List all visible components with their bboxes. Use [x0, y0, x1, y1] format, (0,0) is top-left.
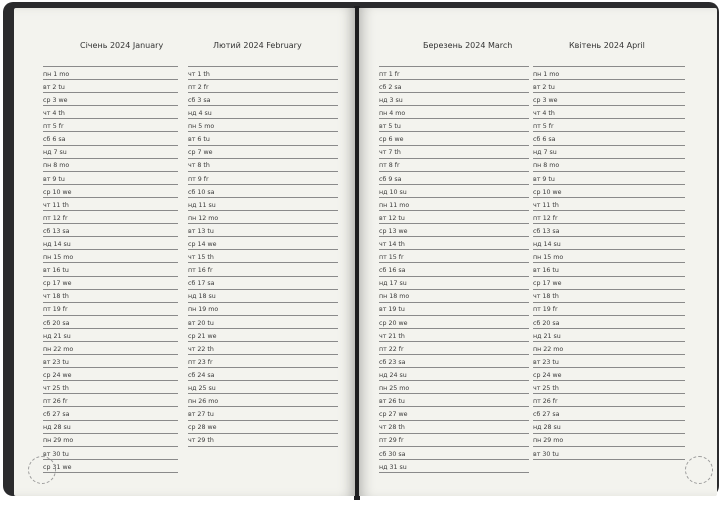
day-label: ср 20 we — [379, 319, 408, 327]
day-row — [43, 80, 178, 93]
day-label: вт 6 tu — [188, 136, 210, 144]
day-row — [188, 263, 338, 276]
day-label: нд 10 su — [379, 188, 407, 196]
day-row — [43, 250, 178, 263]
day-row — [43, 172, 178, 185]
day-label: пт 12 fr — [533, 214, 558, 222]
day-row — [188, 185, 338, 198]
day-label: нд 28 su — [43, 424, 71, 432]
day-label: ср 17 we — [43, 280, 72, 288]
day-row — [379, 211, 529, 224]
day-label: сб 3 sa — [188, 96, 211, 104]
day-label: пт 26 fr — [533, 398, 558, 406]
day-row — [188, 342, 338, 355]
day-label: чт 1 th — [188, 70, 210, 78]
day-row — [379, 407, 529, 420]
day-row — [533, 67, 685, 80]
day-row — [188, 368, 338, 381]
day-label: пт 8 fr — [379, 162, 400, 170]
day-row — [379, 159, 529, 172]
day-label: пт 9 fr — [188, 175, 209, 183]
day-row — [533, 159, 685, 172]
day-label: сб 10 sa — [188, 188, 215, 196]
day-label: сб 20 sa — [43, 319, 70, 327]
day-row — [379, 119, 529, 132]
day-label: пт 5 fr — [43, 123, 64, 131]
day-row — [188, 159, 338, 172]
left-page — [14, 8, 355, 496]
day-row — [43, 263, 178, 276]
day-label: ср 3 we — [43, 96, 68, 104]
day-row — [43, 185, 178, 198]
day-label: сб 20 sa — [533, 319, 560, 327]
day-label: пн 12 mo — [188, 214, 219, 222]
day-row — [188, 146, 338, 159]
day-label: нд 11 su — [188, 201, 216, 209]
day-row — [188, 119, 338, 132]
day-row — [43, 368, 178, 381]
day-label: пт 12 fr — [43, 214, 68, 222]
day-label: ср 13 we — [379, 227, 408, 235]
day-label: сб 23 sa — [379, 358, 406, 366]
day-row — [533, 146, 685, 159]
day-label: вт 27 tu — [188, 411, 214, 419]
day-row — [43, 290, 178, 303]
day-row — [43, 407, 178, 420]
day-label: пн 1 mo — [43, 70, 70, 78]
april-header: Квітень 2024 April — [569, 41, 645, 50]
day-row — [379, 381, 529, 394]
day-label: чт 18 th — [43, 293, 69, 301]
day-label: чт 22 th — [188, 345, 214, 353]
day-row — [43, 93, 178, 106]
day-row — [533, 198, 685, 211]
day-label: чт 7 th — [379, 149, 401, 157]
day-label: ср 10 we — [43, 188, 72, 196]
day-row — [188, 394, 338, 407]
day-label: сб 6 sa — [43, 136, 66, 144]
day-label: чт 8 th — [188, 162, 210, 170]
day-row — [188, 237, 338, 250]
day-row — [379, 93, 529, 106]
day-row — [188, 434, 338, 447]
day-row — [379, 277, 529, 290]
day-label: вт 2 tu — [43, 83, 65, 91]
january-day-list — [43, 66, 178, 473]
day-row — [533, 185, 685, 198]
day-row — [188, 250, 338, 263]
day-row — [379, 434, 529, 447]
day-label: пт 23 fr — [188, 358, 213, 366]
day-row — [43, 355, 178, 368]
day-row — [379, 185, 529, 198]
day-label: нд 7 su — [533, 149, 557, 157]
day-label: вт 9 tu — [533, 175, 555, 183]
day-label: пт 5 fr — [533, 123, 554, 131]
day-label: ср 3 we — [533, 96, 558, 104]
day-label: сб 27 sa — [43, 411, 70, 419]
day-row — [188, 381, 338, 394]
day-label: сб 6 sa — [533, 136, 556, 144]
day-row — [379, 146, 529, 159]
day-row — [533, 250, 685, 263]
day-row — [188, 67, 338, 80]
day-row — [188, 198, 338, 211]
day-row — [188, 132, 338, 145]
day-label: нд 14 su — [533, 241, 561, 249]
day-label: сб 9 sa — [379, 175, 402, 183]
day-label: вт 26 tu — [379, 398, 405, 406]
day-row — [188, 211, 338, 224]
day-label: сб 16 sa — [379, 267, 406, 275]
day-row — [188, 224, 338, 237]
day-label: нд 25 su — [188, 385, 216, 393]
day-row — [43, 198, 178, 211]
day-label: пт 19 fr — [533, 306, 558, 314]
day-row — [188, 277, 338, 290]
day-row — [188, 303, 338, 316]
day-row — [533, 80, 685, 93]
day-row — [533, 342, 685, 355]
day-label: нд 17 su — [379, 280, 407, 288]
day-label: вт 20 tu — [188, 319, 214, 327]
march-header: Березень 2024 March — [423, 41, 513, 50]
right-page — [359, 8, 717, 496]
day-row — [188, 407, 338, 420]
day-row — [379, 342, 529, 355]
day-label: ср 7 we — [188, 149, 213, 157]
day-row — [379, 394, 529, 407]
day-row — [43, 211, 178, 224]
day-row — [43, 381, 178, 394]
day-row — [533, 290, 685, 303]
day-row — [379, 290, 529, 303]
january-header: Січень 2024 January — [80, 41, 164, 50]
day-label: ср 28 we — [188, 424, 217, 432]
day-label: ср 24 we — [43, 371, 72, 379]
day-label: ср 10 we — [533, 188, 562, 196]
day-label: вт 16 tu — [43, 267, 69, 275]
day-label: пн 29 mo — [533, 437, 564, 445]
day-row — [379, 224, 529, 237]
day-label: сб 24 sa — [188, 371, 215, 379]
day-label: пн 1 mo — [533, 70, 560, 78]
february-day-list — [188, 66, 338, 447]
day-label: пн 8 mo — [533, 162, 560, 170]
day-label: нд 4 su — [188, 110, 212, 118]
day-row — [379, 237, 529, 250]
day-label: пт 15 fr — [379, 254, 404, 262]
day-label: пн 19 mo — [188, 306, 219, 314]
day-row — [533, 211, 685, 224]
day-row — [43, 224, 178, 237]
day-row — [188, 355, 338, 368]
day-row — [379, 368, 529, 381]
day-label: чт 4 th — [533, 110, 555, 118]
day-row — [188, 172, 338, 185]
day-row — [43, 303, 178, 316]
day-label: пн 15 mo — [43, 254, 74, 262]
day-label: вт 2 tu — [533, 83, 555, 91]
day-row — [43, 106, 178, 119]
day-row — [188, 290, 338, 303]
day-row — [379, 355, 529, 368]
day-row — [43, 277, 178, 290]
day-row — [533, 132, 685, 145]
day-label: чт 15 th — [188, 254, 214, 262]
day-label: вт 13 tu — [188, 227, 214, 235]
day-row — [533, 263, 685, 276]
day-label: пн 25 mo — [379, 385, 410, 393]
day-row — [43, 460, 178, 473]
day-row — [533, 447, 685, 460]
day-label: чт 4 th — [43, 110, 65, 118]
day-label: пн 11 mo — [379, 201, 410, 209]
day-label: пн 4 mo — [379, 110, 406, 118]
day-label: чт 25 th — [533, 385, 559, 393]
day-label: вт 12 tu — [379, 214, 405, 222]
day-row — [533, 93, 685, 106]
day-label: вт 19 tu — [379, 306, 405, 314]
day-label: ср 21 we — [188, 332, 217, 340]
day-row — [533, 329, 685, 342]
day-label: чт 28 th — [379, 424, 405, 432]
day-row — [379, 303, 529, 316]
day-label: нд 21 su — [533, 332, 561, 340]
day-row — [379, 460, 529, 473]
day-label: нд 28 su — [533, 424, 561, 432]
day-label: чт 25 th — [43, 385, 69, 393]
day-label: вт 30 tu — [533, 450, 559, 458]
day-row — [533, 355, 685, 368]
day-label: пт 2 fr — [188, 83, 209, 91]
day-label: сб 13 sa — [43, 227, 70, 235]
page-corner-mark — [28, 456, 56, 484]
day-row — [533, 407, 685, 420]
page-corner-mark — [685, 456, 713, 484]
day-row — [43, 237, 178, 250]
day-label: сб 27 sa — [533, 411, 560, 419]
day-row — [43, 146, 178, 159]
day-label: нд 3 su — [379, 96, 403, 104]
day-row — [533, 316, 685, 329]
day-row — [43, 447, 178, 460]
day-label: пт 1 fr — [379, 70, 400, 78]
day-row — [533, 303, 685, 316]
day-row — [188, 421, 338, 434]
day-label: чт 21 th — [379, 332, 405, 340]
day-label: нд 21 su — [43, 332, 71, 340]
day-row — [533, 106, 685, 119]
day-label: пт 19 fr — [43, 306, 68, 314]
march-day-list — [379, 66, 529, 473]
day-row — [43, 434, 178, 447]
day-label: чт 18 th — [533, 293, 559, 301]
day-label: нд 7 su — [43, 149, 67, 157]
day-row — [43, 159, 178, 172]
day-row — [533, 421, 685, 434]
day-label: сб 2 sa — [379, 83, 402, 91]
day-label: пн 8 mo — [43, 162, 70, 170]
day-label: вт 23 tu — [43, 358, 69, 366]
day-row — [188, 329, 338, 342]
day-row — [379, 250, 529, 263]
day-row — [379, 172, 529, 185]
day-row — [188, 80, 338, 93]
day-label: ср 24 we — [533, 371, 562, 379]
day-row — [533, 394, 685, 407]
day-row — [533, 368, 685, 381]
day-label: вт 9 tu — [43, 175, 65, 183]
day-row — [379, 132, 529, 145]
day-label: чт 11 th — [43, 201, 69, 209]
day-row — [43, 119, 178, 132]
day-label: чт 14 th — [379, 241, 405, 249]
day-label: нд 31 su — [379, 463, 407, 471]
day-row — [379, 263, 529, 276]
day-row — [379, 316, 529, 329]
day-row — [379, 329, 529, 342]
day-row — [533, 237, 685, 250]
day-label: пт 16 fr — [188, 267, 213, 275]
day-row — [533, 172, 685, 185]
day-row — [188, 316, 338, 329]
day-label: ср 17 we — [533, 280, 562, 288]
day-label: нд 24 su — [379, 371, 407, 379]
day-label: ср 31 we — [43, 463, 72, 471]
february-header: Лютий 2024 February — [213, 41, 302, 50]
day-row — [188, 93, 338, 106]
day-label: ср 27 we — [379, 411, 408, 419]
day-row — [188, 106, 338, 119]
day-row — [379, 447, 529, 460]
day-row — [379, 67, 529, 80]
april-day-list — [533, 66, 685, 460]
day-label: пн 18 mo — [379, 293, 410, 301]
day-row — [379, 106, 529, 119]
day-label: нд 18 su — [188, 293, 216, 301]
day-row — [533, 381, 685, 394]
day-label: пн 22 mo — [43, 345, 74, 353]
day-label: чт 11 th — [533, 201, 559, 209]
day-label: ср 6 we — [379, 136, 404, 144]
day-label: сб 30 sa — [379, 450, 406, 458]
day-row — [379, 198, 529, 211]
day-row — [43, 316, 178, 329]
day-label: пн 26 mo — [188, 398, 219, 406]
day-label: вт 30 tu — [43, 450, 69, 458]
day-row — [533, 119, 685, 132]
day-label: нд 14 su — [43, 241, 71, 249]
day-label: ср 14 we — [188, 241, 217, 249]
day-label: сб 17 sa — [188, 280, 215, 288]
day-label: чт 29 th — [188, 437, 214, 445]
day-label: пн 22 mo — [533, 345, 564, 353]
day-row — [533, 434, 685, 447]
day-row — [43, 394, 178, 407]
day-row — [533, 224, 685, 237]
day-row — [43, 421, 178, 434]
day-label: пн 29 mo — [43, 437, 74, 445]
day-row — [379, 80, 529, 93]
day-row — [43, 67, 178, 80]
day-label: пт 22 fr — [379, 345, 404, 353]
day-label: вт 5 tu — [379, 123, 401, 131]
day-label: вт 23 tu — [533, 358, 559, 366]
day-row — [43, 329, 178, 342]
day-label: пт 29 fr — [379, 437, 404, 445]
day-row — [533, 277, 685, 290]
day-label: пт 26 fr — [43, 398, 68, 406]
day-row — [43, 342, 178, 355]
day-label: вт 16 tu — [533, 267, 559, 275]
day-row — [43, 132, 178, 145]
day-row — [379, 421, 529, 434]
day-label: пн 5 mo — [188, 123, 215, 131]
day-label: сб 13 sa — [533, 227, 560, 235]
day-label: пн 15 mo — [533, 254, 564, 262]
